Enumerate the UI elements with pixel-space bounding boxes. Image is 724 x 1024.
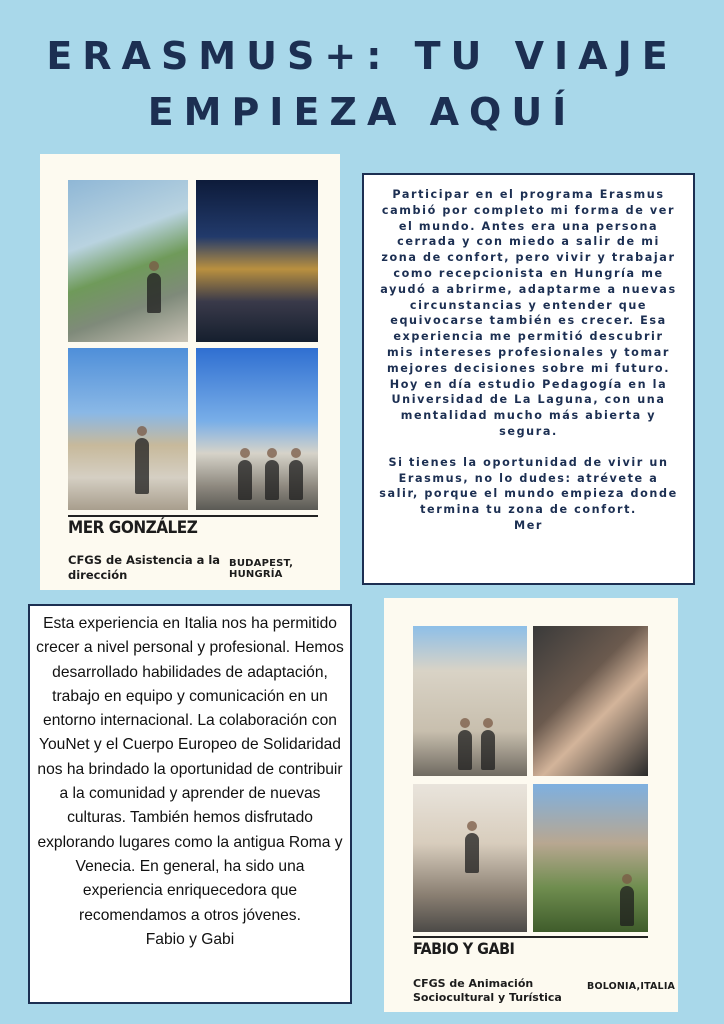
course-label: CFGS de Asistencia a la dirección <box>68 553 221 582</box>
page-title <box>0 28 724 140</box>
parliament-photo <box>196 180 318 342</box>
bridge-photo <box>68 180 188 342</box>
signature: Fabio y Gabi <box>145 930 235 948</box>
testimony-box-fabio-gabi <box>28 604 352 1004</box>
location-label: BUDAPEST, HUNGRÍA <box>229 558 294 580</box>
divider <box>413 936 648 938</box>
selfie-photo <box>533 626 648 776</box>
testimony-paragraph: Si tienes la oportunidad de vivir un Erasmus, no lo dudes: atrévete a salir, porque el mundo empieza donde termina tu zona de confort. Mer <box>379 455 678 532</box>
testimony-box-mer <box>362 173 695 585</box>
location-label: BOLONIA,ITALIA <box>587 981 676 992</box>
divider <box>68 515 318 517</box>
city-view-photo <box>68 348 188 510</box>
student-name: MER GONZÁLEZ <box>68 518 198 538</box>
testimony-paragraph: Esta experiencia en Italia nos ha permitido crecer a nivel personal y profesional. Hemos desarrollado habilidades de adaptación, trabajo en equipo y comunicación en un entorno internacional. La colaboración con YouNet y el Cuerpo Europeo de Solidaridad nos ha brindado la oportunidad de contribuir a la comunidad y aprender de nuevas culturas. También hemos disfrutado explorando lugares como la antigua Roma y Venecia. En general, ha sido una experiencia enriquecedora que recomendamos a otros jóvenes. Fabio y Gabi <box>36 615 344 948</box>
heroes-square-photo <box>196 348 318 510</box>
course-label: CFGS de Animación Sociocultural y Turística <box>413 977 562 1004</box>
testimony-paragraph: Participar en el programa Erasmus cambió por completo mi forma de ver el mundo. Antes era una persona cerrada y con miedo a salir de mi zona de confort, pero vivir y trabajar como recepcionista en Hungría me ayudó a abrirme, adaptarme a nuevas circunstancias y entender que equivocarse también es crecer. Esa experiencia me permitió descubrir mis intereses profesionales y tomar mejores decisiones sobre mi futuro. Hoy en día estudio Pedagogía en la Universidad de La Laguna, con una mentalidad mucho más abierta y segura. <box>380 188 677 438</box>
duomo-photo <box>413 626 527 776</box>
bolonia-card <box>384 598 678 1012</box>
page-title-line2: EMPIEZA AQUÍ <box>147 90 577 134</box>
classroom-photo <box>413 784 527 932</box>
budapest-card <box>40 154 340 590</box>
colosseum-photo <box>533 784 648 932</box>
student-name: FABIO Y GABI <box>413 939 515 958</box>
signature: Mer <box>513 518 544 532</box>
page-title-line1: ERASMUS+: TU VIAJE <box>46 34 678 78</box>
